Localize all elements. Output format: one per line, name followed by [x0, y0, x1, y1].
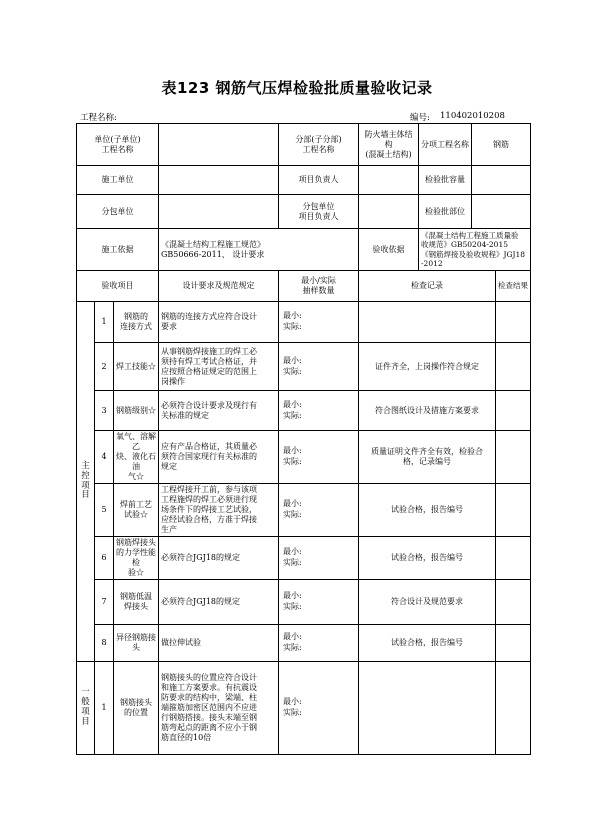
item-no: 6 [95, 537, 114, 580]
item-requirement: 必须符合设计要求及现行有 关标准的规定 [159, 391, 279, 431]
actual-label: 实际: [283, 602, 302, 611]
min-label: 最小: [283, 547, 302, 557]
actual-label: 实际: [283, 366, 302, 376]
item-no: 7 [95, 580, 114, 625]
code-value: 110402010208 [440, 111, 505, 121]
item-requirement: 钢筋的连接方式应符合设计 要求 [159, 302, 279, 343]
main-control-items [77, 302, 531, 662]
actual-label: 实际: [283, 558, 302, 567]
sub-pm-label: 分包单位 项目负责人 [279, 195, 359, 229]
item-result[interactable] [496, 302, 531, 343]
min-label: 最小: [283, 632, 302, 642]
item-record[interactable]: 试验合格，报告编号 [359, 625, 496, 662]
item-no: 5 [95, 484, 114, 537]
subcontractor-label: 分包单位 [77, 195, 159, 229]
item-name: 钢筋的 连接方式 [114, 302, 159, 343]
item-record[interactable] [359, 302, 496, 343]
min-label: 最小: [283, 446, 302, 456]
item-record[interactable]: 试验合格，报告编号 [359, 537, 496, 580]
item-record[interactable]: 质量证明文件齐全有效，检验合 格，记录编号 [359, 431, 496, 484]
subcontractor-value[interactable] [159, 195, 279, 229]
item-name: 钢筋级别☆ [114, 391, 159, 431]
min-label: 最小: [283, 311, 302, 321]
unit-value[interactable] [159, 124, 279, 166]
item-name: 钢筋低温 焊接头 [114, 580, 159, 625]
general-group-label: 一 般 项 目 [77, 662, 95, 755]
sample-count-cell[interactable] [279, 580, 359, 625]
item-name: 钢筋接头 的位置 [114, 662, 159, 755]
item-record[interactable]: 证件齐全，上岗操作符合规定 [359, 343, 496, 391]
basis-label: 施工依据 [77, 229, 159, 271]
item-requirement: 从事钢筋焊接施工的焊工必 须持有焊工考试合格证，并 应按照合格证规定的范围上 岗操作 [159, 343, 279, 391]
general-items [77, 662, 531, 755]
table-row [77, 302, 531, 343]
item-requirement: 必须符合JGJ18的规定 [159, 537, 279, 580]
col-result-header: 检查结果 [496, 271, 531, 302]
item-no: 3 [95, 391, 114, 431]
basis-value: 《混凝土结构工程施工规范》 GB50666-2011、 设计要求 [159, 229, 359, 271]
item-name: 异径钢筋接头 [114, 625, 159, 662]
item-name: 氧气、溶解乙 炔、液化石油 气☆ [114, 431, 159, 484]
acceptance-basis-value: 《混凝土结构工程施工质量验 收规范》GB50204-2015 《钢筋焊接及验收规程》JGJ18 -2012 [419, 229, 531, 271]
item-result[interactable] [496, 391, 531, 431]
unit-label: 单位(子单位) 工程名称 [77, 124, 159, 166]
item-result[interactable] [496, 625, 531, 662]
sample-count-cell[interactable] [279, 302, 359, 343]
lot-part-value[interactable] [472, 195, 531, 229]
actual-label: 实际: [283, 510, 302, 519]
table-row [77, 343, 531, 391]
item-requirement: 应有产品合格证，其质量必 须符合国家现行有关标准的 规定 [159, 431, 279, 484]
sample-count-cell[interactable] [279, 431, 359, 484]
acceptance-basis-label: 验收依据 [359, 229, 419, 271]
lot-capacity-value[interactable] [472, 166, 531, 195]
min-label: 最小: [283, 399, 302, 409]
table-row [77, 580, 531, 625]
pm-label: 项目负责人 [279, 166, 359, 195]
item-no: 1 [95, 302, 114, 343]
contractor-label: 施工单位 [77, 166, 159, 195]
item-requirement: 必须符合JGJ18的规定 [159, 580, 279, 625]
sample-count-cell[interactable] [279, 391, 359, 431]
col-sample-header: 最小/实际 抽样数量 [279, 271, 359, 302]
table-row [77, 625, 531, 662]
actual-label: 实际: [283, 643, 302, 652]
min-label: 最小: [283, 697, 302, 707]
item-result[interactable] [496, 537, 531, 580]
item-no: 8 [95, 625, 114, 662]
item-record[interactable]: 符合设计及规范要求 [359, 580, 496, 625]
subitem-label: 分项工程名称 [419, 124, 472, 166]
lot-capacity-label: 检验批容量 [419, 166, 472, 195]
item-result[interactable] [496, 484, 531, 537]
item-no: 4 [95, 431, 114, 484]
main-control-group-label: 主 控 项 目 [77, 302, 95, 662]
item-result[interactable] [496, 662, 531, 755]
sample-count-cell[interactable] [279, 662, 359, 755]
item-record[interactable]: 符合图纸设计及措施方案要求 [359, 391, 496, 431]
min-label: 最小: [283, 355, 302, 365]
actual-label: 实际: [283, 410, 302, 420]
col-record-header: 检查记录 [359, 271, 496, 302]
actual-label: 实际: [283, 457, 302, 466]
col-requirement-header: 设计要求及规范规定 [159, 271, 279, 302]
table-row [77, 537, 531, 580]
sample-count-cell[interactable] [279, 343, 359, 391]
project-name-label: 工程名称: [80, 113, 117, 123]
item-name: 钢筋焊接头 的力学性能检 验☆ [114, 537, 159, 580]
item-no: 2 [95, 343, 114, 391]
code-label: 编号: [410, 113, 430, 123]
subitem-value: 钢筋 [472, 124, 531, 166]
col-item-header: 验收项目 [77, 271, 159, 302]
item-result[interactable] [496, 431, 531, 484]
table-row [77, 431, 531, 484]
min-label: 最小: [283, 499, 302, 509]
actual-label: 实际: [283, 322, 302, 331]
min-label: 最小: [283, 591, 302, 601]
sample-count-cell[interactable] [279, 484, 359, 537]
page-title: 表123 钢筋气压焊检验批质量验收记录 [161, 79, 433, 97]
item-result[interactable] [496, 580, 531, 625]
item-name: 焊工技能☆ [114, 343, 159, 391]
item-result[interactable] [496, 343, 531, 391]
contractor-value[interactable] [159, 166, 279, 195]
item-no: 1 [95, 662, 114, 755]
sample-count-cell[interactable] [279, 625, 359, 662]
actual-label: 实际: [283, 708, 302, 717]
table-row [77, 391, 531, 431]
table-row [77, 662, 531, 755]
sample-count-cell[interactable] [279, 537, 359, 580]
inspection-record-table [76, 123, 531, 755]
item-record[interactable] [359, 662, 496, 755]
division-label: 分部(子分部) 工程名称 [279, 124, 359, 166]
pm-value[interactable] [359, 166, 419, 195]
item-requirement: 做拉伸试验 [159, 625, 279, 662]
sub-pm-value[interactable] [359, 195, 419, 229]
table-row [77, 484, 531, 537]
item-requirement: 钢筋接头的位置应符合设计 和施工方案要求。有抗震设 防要求的结构中，梁端、柱 端箍筋加密区范围内不应进 行钢筋搭接。接头末端至钢 筋弯起点的距离不应小于钢 筋直径的10倍 [159, 662, 279, 755]
item-record[interactable]: 试验合格，报告编号 [359, 484, 496, 537]
division-value: 防火墙主体结构 (混凝土结构) [359, 124, 419, 166]
item-name: 焊前工艺 试验☆ [114, 484, 159, 537]
item-requirement: 工程焊接开工前，参与该项 工程施焊的焊工必须进行现 场条件下的焊接工艺试验， 应经试验合格，方准于焊接 生产 [159, 484, 279, 537]
lot-part-label: 检验批部位 [419, 195, 472, 229]
